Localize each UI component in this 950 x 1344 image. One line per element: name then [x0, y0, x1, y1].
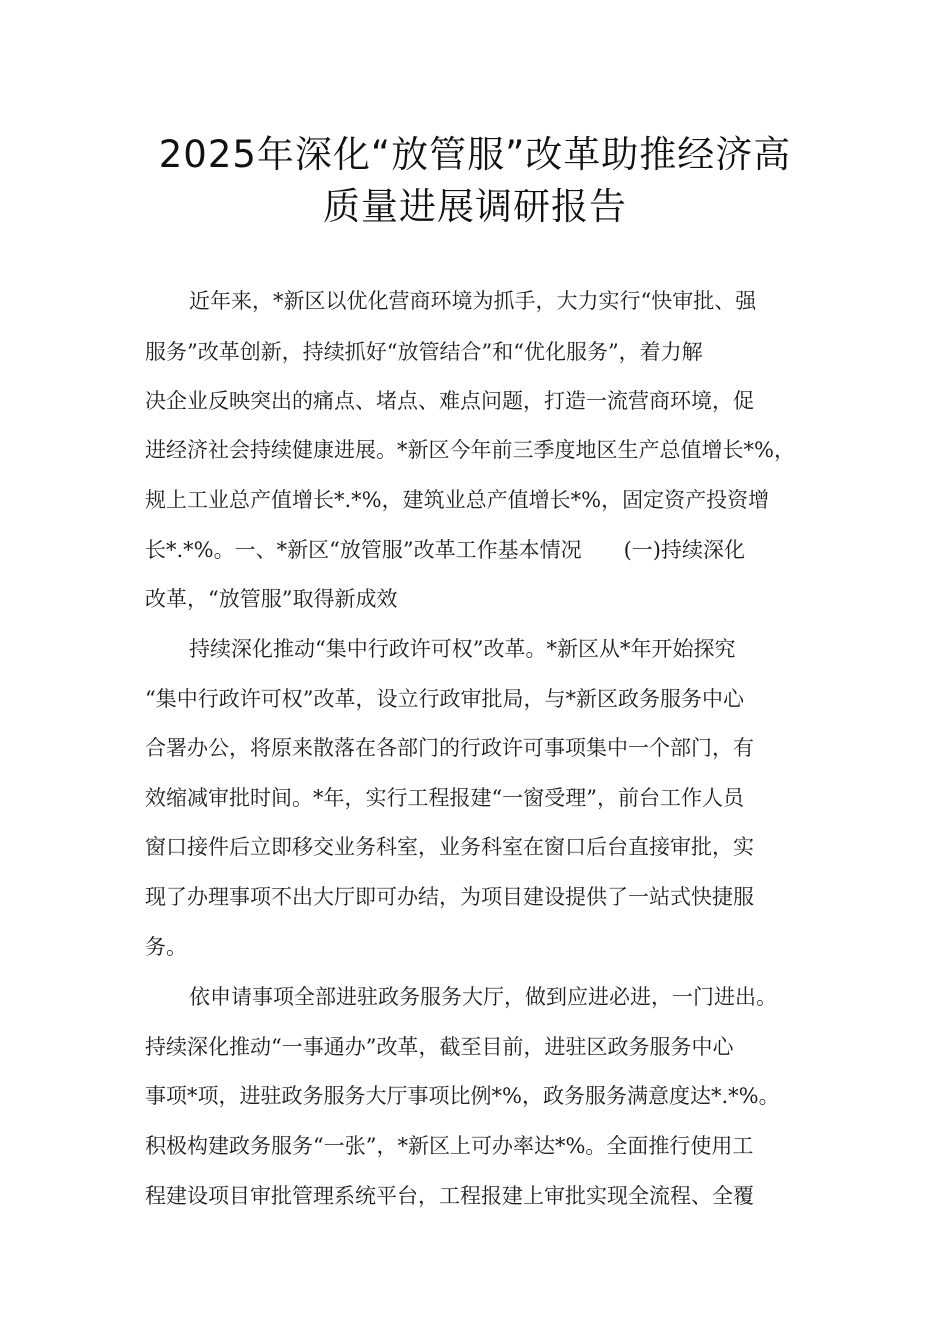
- paragraph-2-line-3: 合署办公，将原来散落在各部门的行政许可事项集中一个部门，有: [145, 736, 754, 760]
- paragraph-2-line-2: “集中行政许可权”改革，设立行政审批局，与*新区政务服务中心: [145, 687, 744, 711]
- paragraph-1-line-7: 改革，“放管服”取得新成效: [145, 587, 398, 611]
- paragraph-2-line-6: 现了办理事项不出大厅即可办结，为项目建设提供了一站式快捷服: [145, 885, 754, 909]
- paragraph-3-line-3: 事项*项，进驻政务服务大厅事项比例*%，政务服务满意度达*.*%。: [145, 1084, 780, 1108]
- paragraph-1-line-6: 长*.*%。一、*新区“放管服”改革工作基本情况 (一)持续深化: [145, 538, 745, 562]
- paragraph-2-line-7: 务。: [145, 935, 187, 959]
- paragraph-3-line-1: 依申请事项全部进驻政务服务大厅，做到应进必进，一门进出。: [189, 985, 777, 1009]
- paragraph-1-line-1: 近年来，*新区以优化营商环境为抓手，大力实行“快审批、强: [189, 289, 757, 313]
- paragraph-3-line-2: 持续深化推动“一事通办”改革，截至目前，进驻区政务服务中心: [145, 1035, 734, 1059]
- paragraph-1-line-5: 规上工业总产值增长*.*%，建筑业总产值增长*%，固定资产投资增: [145, 488, 770, 512]
- document-title-line-2: 质量进展调研报告: [323, 185, 627, 228]
- paragraph-1-line-4: 进经济社会持续健康进展。*新区今年前三季度地区生产总值增长*%，: [145, 438, 795, 462]
- paragraph-2-line-1: 持续深化推动“集中行政许可权”改革。*新区从*年开始探究: [189, 637, 736, 661]
- document-title-line-1: 2025年深化“放管服”改革助推经济高: [158, 133, 792, 176]
- paragraph-1-line-2: 服务”改革创新，持续抓好“放管结合”和“优化服务”，着力解: [145, 340, 703, 364]
- paragraph-2-line-4: 效缩减审批时间。*年，实行工程报建“一窗受理”，前台工作人员: [145, 786, 744, 810]
- paragraph-2-line-5: 窗口接件后立即移交业务科室，业务科室在窗口后台直接审批，实: [145, 835, 754, 859]
- paragraph-3-line-4: 积极构建政务服务“一张”，*新区上可办率达*%。全面推行使用工: [145, 1134, 754, 1158]
- paragraph-1-line-3: 决企业反映突出的痛点、堵点、难点问题，打造一流营商环境，促: [145, 389, 754, 413]
- paragraph-3-line-5: 程建设项目审批管理系统平台，工程报建上审批实现全流程、全覆: [145, 1184, 754, 1208]
